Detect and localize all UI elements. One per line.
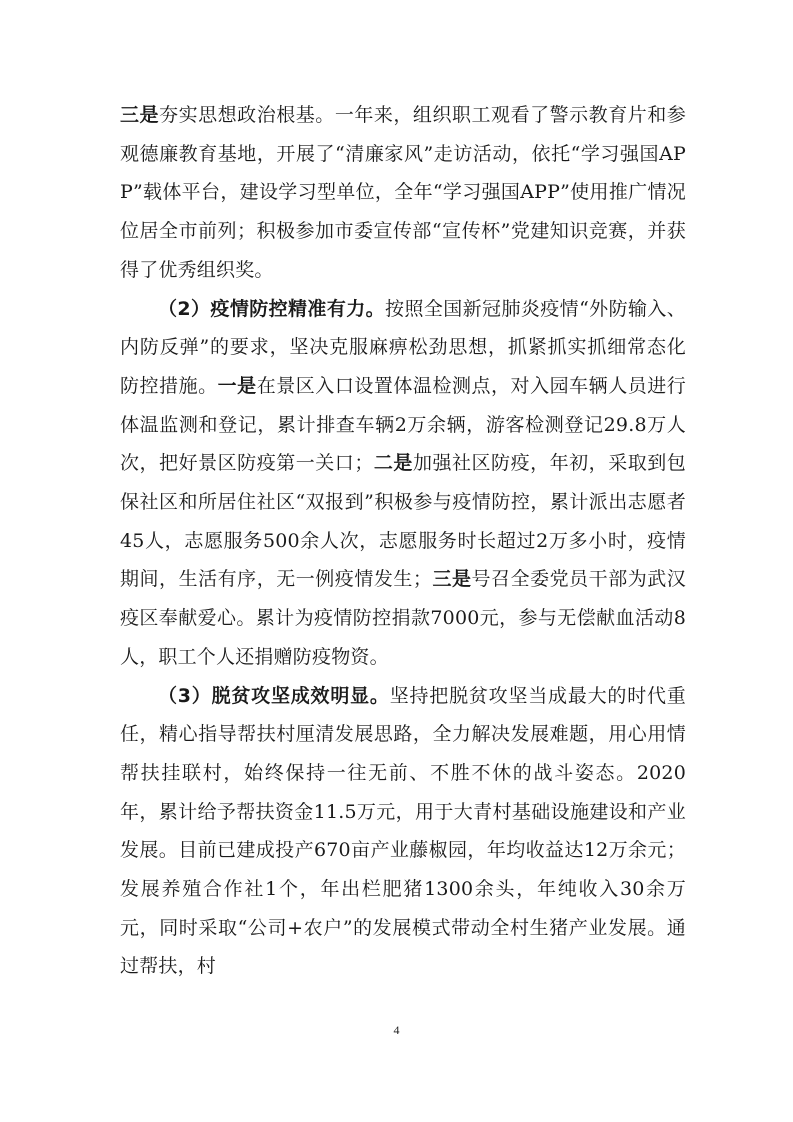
paragraph-text: 夯实思想政治根基。一年来，组织职工观看了警示教育片和参观德廉教育基地，开展了“清廉家风”走访活动，依托“学习强国APP”载体平台，建设学习型单位，全年“学习强国APP”使用推广情况位居全市前列；积极参加市委宣传部“宣传杯”党建知识竞赛，并获得了优秀组织奖。 bbox=[120, 104, 686, 281]
section-heading: （2）疫情防控精准有力。 bbox=[158, 297, 386, 320]
page-number: 4 bbox=[393, 1023, 400, 1037]
paragraph-text: 按照全国新冠肺炎疫情“外防输入、内防反弹”的要求，坚决克服麻痹松劲思想，抓紧抓实抓细常态化防控措施。 bbox=[120, 297, 686, 397]
paragraph-text: 加强社区防疫，年初，采取到包保社区和所居住社区“双报到”积极参与疫情防控，累计派出志愿者45人，志愿服务500余人次，志愿服务时长超过2万多小时，疫情期间，生活有序，无一例疫情发生； bbox=[120, 452, 686, 591]
lead-er-shi: 二是 bbox=[373, 452, 413, 475]
paragraph-text: 号召全委党员干部为武汉疫区奉献爱心。累计为疫情防控捐款7000元，参与无偿献血活动8人，职工个人还捐赠防疫物资。 bbox=[120, 568, 686, 668]
paragraph-text: 在景区入口设置体温检测点，对入园车辆人员进行体温监测和登记，累计排查车辆2万余辆，游客检测登记29.8万人次，把好景区防疫第一关口； bbox=[120, 374, 686, 475]
paragraph-ideology bbox=[120, 96, 686, 290]
lead-san-shi: 三是 bbox=[432, 568, 472, 591]
lead-yi-shi: 一是 bbox=[217, 374, 257, 397]
paragraph-text: 坚持把脱贫攻坚当成最大的时代重任，精心指导帮扶村厘清发展思路，全力解决发展难题，用心用情帮扶挂联村，始终保持一往无前、不胜不休的战斗姿态。2020年，累计给予帮扶资金11.5万元，用于大青村基础设施建设和产业发展。目前已建成投产670亩产业藤椒园，年均收益达12万余元；发展养殖合作社1个，年出栏肥猪1300余头，年纯收入30余万元，同时采取“公司+农户”的发展模式带动全村生猪产业发展。通过帮扶，村 bbox=[120, 684, 686, 978]
lead-san-shi: 三是 bbox=[120, 104, 160, 126]
section-heading: （3）脱贫攻坚成效明显。 bbox=[158, 684, 390, 707]
paragraph-epidemic-control bbox=[120, 290, 686, 677]
paragraph-poverty-alleviation bbox=[120, 677, 686, 987]
document-body bbox=[120, 96, 686, 986]
